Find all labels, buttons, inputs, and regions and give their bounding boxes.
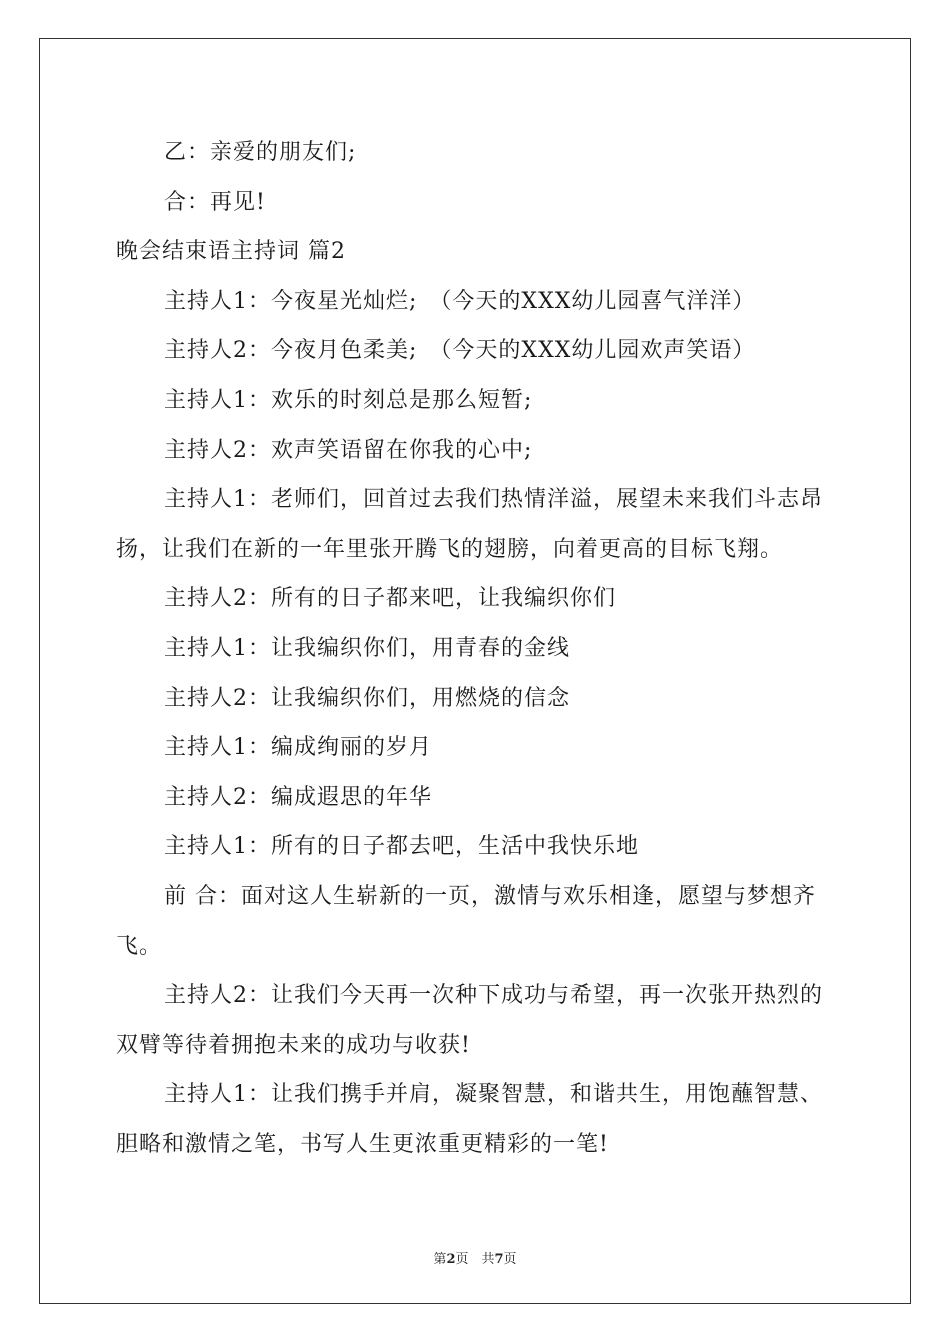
total-page-number: 7 xyxy=(494,1252,504,1267)
paragraph: 主持人1：老师们，回首过去我们热情洋溢，展望未来我们斗志昂扬，让我们在新的一年里张开腾飞的翅膀，向着更高的目标飞翔。 xyxy=(116,487,823,562)
page-suffix: 页 xyxy=(503,1252,517,1267)
page-mid: 页 共 xyxy=(455,1252,495,1267)
paragraph: 主持人2：所有的日子都来吧，让我编织你们 xyxy=(164,586,616,612)
paragraph: 主持人1：编成绚丽的岁月 xyxy=(164,735,432,761)
paragraph: 主持人2：欢声笑语留在你我的心中; xyxy=(164,437,533,463)
paragraph: 主持人1：让我编织你们，用青春的金线 xyxy=(164,635,570,661)
paragraph: 合：再见! xyxy=(164,189,266,215)
paragraph: 主持人2：让我们今天再一次种下成功与希望，再一次张开热烈的双臂等待着拥抱未来的成功与收获! xyxy=(116,983,823,1058)
paragraph: 主持人1：所有的日子都去吧，生活中我快乐地 xyxy=(164,834,639,860)
section-heading: 晚会结束语主持词 篇2 xyxy=(116,239,346,265)
document-body xyxy=(116,128,836,1169)
page-footer xyxy=(0,1248,950,1267)
paragraph: 主持人2：编成遐思的年华 xyxy=(164,784,432,810)
current-page-number: 2 xyxy=(446,1252,456,1267)
paragraph: 主持人1：让我们携手并肩，凝聚智慧，和谐共生，用饱蘸智慧、胆略和激情之笔，书写人生更浓重更精彩的一笔! xyxy=(116,1082,823,1157)
paragraph: 乙：亲爱的朋友们; xyxy=(164,140,357,165)
paragraph: 前 合：面对这人生崭新的一页，激情与欢乐相逢，愿望与梦想齐飞。 xyxy=(116,883,816,959)
paragraph: 主持人1：今夜星光灿烂; （今天的XXX幼儿园喜气洋洋） xyxy=(164,288,756,314)
paragraph: 主持人2：今夜月色柔美; （今天的XXX幼儿园欢声笑语） xyxy=(164,338,756,364)
paragraph: 主持人2：让我编织你们，用燃烧的信念 xyxy=(164,685,570,711)
paragraph: 主持人1：欢乐的时刻总是那么短暂; xyxy=(164,387,533,413)
page-prefix: 第 xyxy=(433,1252,447,1267)
